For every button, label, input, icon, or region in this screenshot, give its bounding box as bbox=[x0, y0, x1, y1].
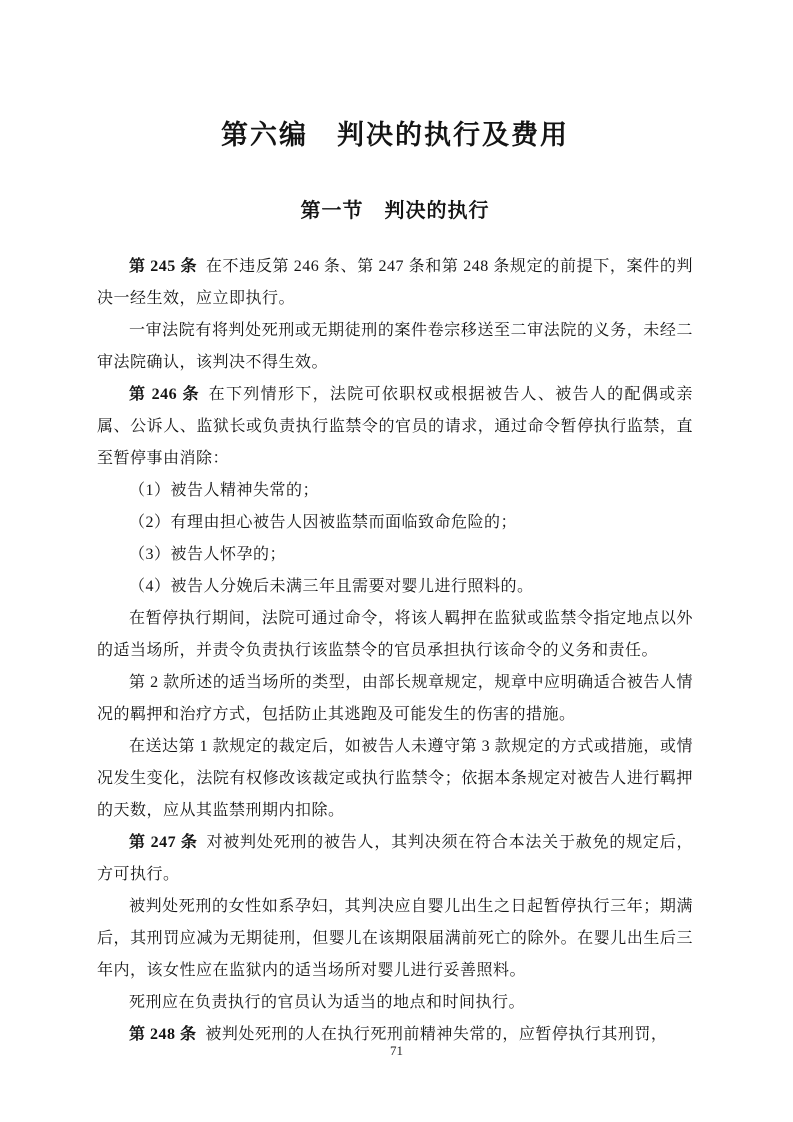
document-body bbox=[97, 251, 693, 1051]
paragraph-article-245 bbox=[97, 251, 693, 315]
paragraph-text: 被判处死刑的女性如系孕妇，其判决应自婴儿出生之日起暂停执行三年；期满后，其刑罚应减为无期徒刑，但婴儿在该期限届满前死亡的除外。在婴儿出生后三年内，该女性应在监狱内的适当场所对婴儿进行妥善照料。 bbox=[97, 898, 693, 979]
paragraph-text: 在不违反第 246 条、第 247 条和第 248 条规定的前提下，案件的判决一经生效，应立即执行。 bbox=[97, 258, 693, 307]
list-item-4 bbox=[97, 571, 693, 603]
article-247-number: 第 247 条 bbox=[129, 834, 198, 851]
paragraph bbox=[97, 315, 693, 379]
paragraph-text: （1）被告人精神失常的； bbox=[129, 482, 320, 499]
list-item-2 bbox=[97, 507, 693, 539]
paragraph-text: （3）被告人怀孕的； bbox=[129, 546, 287, 563]
document-title: 第六编 判决的执行及费用 bbox=[221, 120, 569, 150]
paragraph bbox=[97, 891, 693, 987]
article-248-number: 第 248 条 bbox=[129, 1026, 197, 1043]
paragraph-text: 在暂停执行期间，法院可通过命令，将该人羁押在监狱或监禁令指定地点以外的适当场所，并责令负责执行该监禁令的官员承担执行该命令的义务和责任。 bbox=[97, 610, 693, 659]
list-item-3 bbox=[97, 539, 693, 571]
article-246-number: 第 246 条 bbox=[129, 386, 200, 403]
page-number: 71 bbox=[390, 1043, 403, 1058]
paragraph-text: （4）被告人分娩后未满三年且需要对婴儿进行照料的。 bbox=[129, 578, 534, 595]
paragraph-text: 死刑应在负责执行的官员认为适当的地点和时间执行。 bbox=[129, 994, 526, 1011]
paragraph-article-246 bbox=[97, 379, 693, 475]
paragraph bbox=[97, 667, 693, 731]
article-245-number: 第 245 条 bbox=[129, 258, 198, 275]
paragraph-text: 对被判处死刑的被告人，其判决须在符合本法关于赦免的规定后，方可执行。 bbox=[97, 834, 693, 883]
paragraph-text: 被判处死刑的人在执行死刑前精神失常的，应暂停执行其刑罚， bbox=[205, 1026, 668, 1043]
paragraph-text: 一审法院有将判处死刑或无期徒刑的案件卷宗移送至二审法院的义务，未经二审法院确认，该判决不得生效。 bbox=[97, 322, 693, 371]
paragraph bbox=[97, 731, 693, 827]
paragraph-text: 第 2 款所述的适当场所的类型，由部长规章规定，规章中应明确适合被告人情况的羁押和治疗方式，包括防止其逃跑及可能发生的伤害的措施。 bbox=[97, 674, 693, 723]
paragraph-text: 在送达第 1 款规定的裁定后，如被告人未遵守第 3 款规定的方式或措施，或情况发生变化，法院有权修改该裁定或执行监禁令；依据本条规定对被告人进行羁押的天数，应从其监禁刑期内扣除。 bbox=[97, 738, 693, 819]
paragraph-article-247 bbox=[97, 827, 693, 891]
section-title: 第一节 判决的执行 bbox=[300, 200, 490, 222]
paragraph bbox=[97, 603, 693, 667]
paragraph-text: （2）有理由担心被告人因被监禁而面临致命危险的； bbox=[129, 514, 518, 531]
list-item-1 bbox=[97, 475, 693, 507]
paragraph bbox=[97, 987, 693, 1019]
paragraph-text: 在下列情形下，法院可依职权或根据被告人、被告人的配偶或亲属、公诉人、监狱长或负责执行监禁令的官员的请求，通过命令暂停执行监禁，直至暂停事由消除： bbox=[97, 386, 693, 467]
